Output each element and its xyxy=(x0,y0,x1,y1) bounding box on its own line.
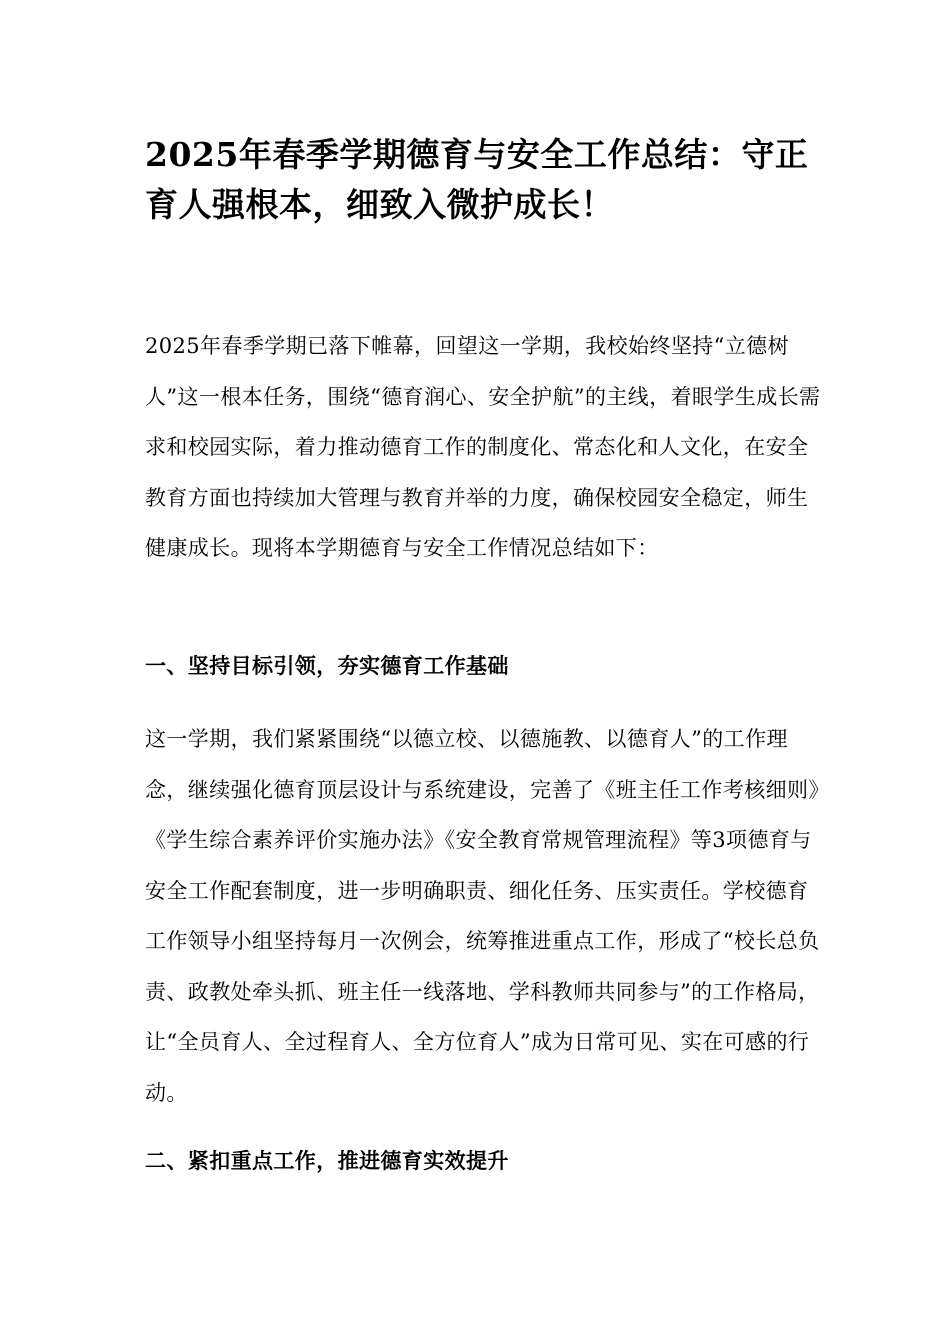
document-title: 2025年春季学期德育与安全工作总结：守正育人强根本，细致入微护成长！ xyxy=(145,135,809,224)
section-paragraph-1: 这一学期，我们紧紧围绕“以德立校、以德施教、以德育人”的工作理念，继续强化德育顶层设计与系统建设，完善了《班主任工作考核细则》《学生综合素养评价实施办法》《安全教育常规管理流程》等3项德育与安全工作配套制度，进一步明确职责、细化任务、压实责任。学校德育工作领导小组坚持每月一次例会，统筹推进重点工作，形成了“校长总负责、政教处牵头抓、班主任一线落地、学科教师共同参与”的工作格局，让“全员育人、全过程育人、全方位育人”成为日常可见、实在可感的行动。 xyxy=(145,727,820,1105)
intro-paragraph: 2025年春季学期已落下帷幕，回望这一学期，我校始终坚持“立德树人”这一根本任务，围绕“德育润心、安全护航”的主线，着眼学生成长需求和校园实际，着力推动德育工作的制度化、常态化和人文化，在安全教育方面也持续加大管理与教育并举的力度，确保校园安全稳定，师生健康成长。现将本学期德育与安全工作情况总结如下： xyxy=(145,334,821,560)
section-heading-1: 一、坚持目标引领，夯实德育工作基础 xyxy=(145,654,509,678)
section-heading-2: 二、紧扣重点工作，推进德育实效提升 xyxy=(145,1149,509,1173)
